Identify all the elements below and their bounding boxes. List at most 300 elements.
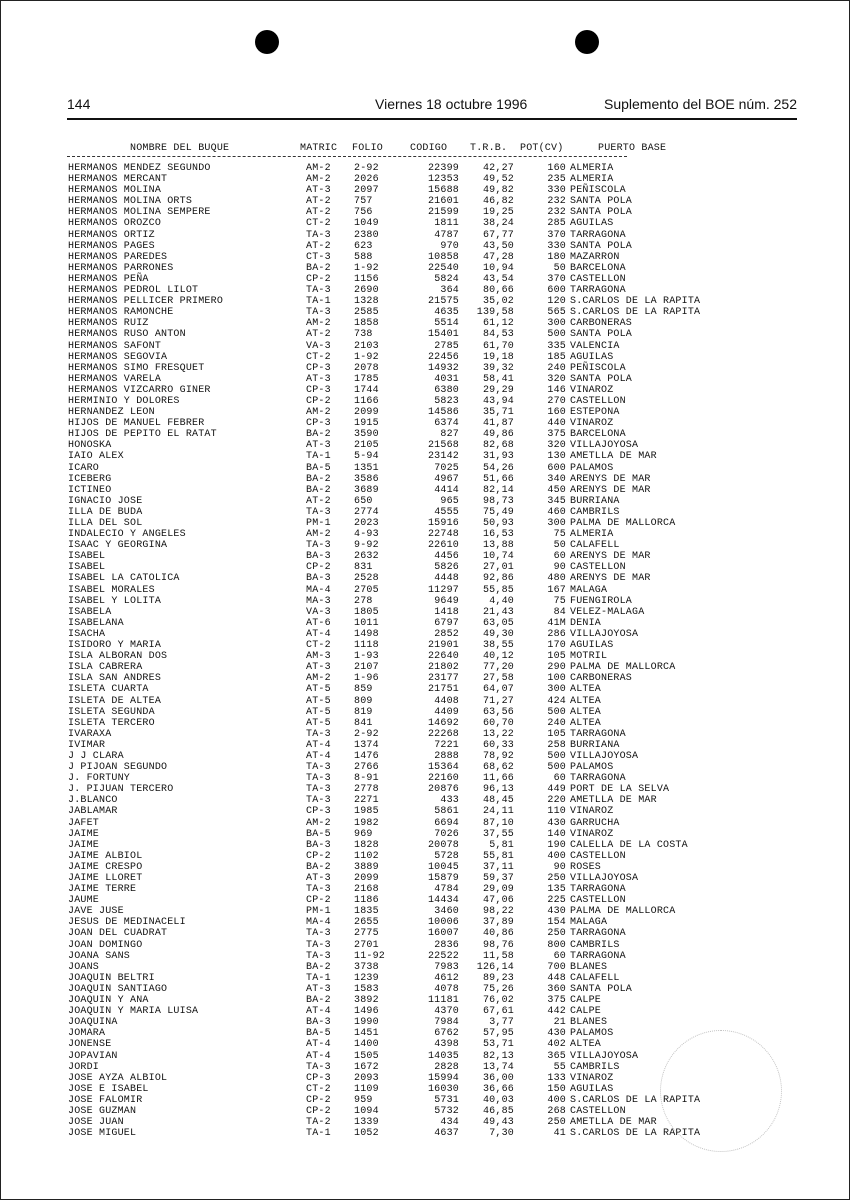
table-row (0, 551, 850, 562)
table-row (0, 285, 850, 296)
trb-cell: 53,71 (482, 1039, 514, 1051)
vessel-name-cell: J J CLARA (68, 750, 124, 762)
power-cv-cell: 146 (547, 384, 566, 396)
table-row (0, 751, 850, 762)
folio-cell: 1052 (354, 1128, 379, 1140)
table-row (0, 662, 850, 673)
vessel-name-cell: ISABELANA (68, 617, 124, 629)
table-row (0, 485, 850, 496)
home-port-cell: ALTEA (570, 717, 602, 729)
folio-cell: 1985 (354, 806, 379, 818)
trb-cell: 51,66 (482, 473, 514, 485)
home-port-cell: VINAROZ (570, 828, 614, 840)
matric-cell: CP-3 (306, 418, 331, 430)
code-cell: 22456 (427, 351, 459, 363)
matric-cell: CT-2 (306, 351, 331, 363)
home-port-cell: VALENCIA (570, 340, 620, 352)
home-port-cell: TARRAGONA (570, 928, 626, 940)
vessel-name-cell: JOANA SANS (68, 950, 131, 962)
code-cell: 21599 (427, 207, 459, 219)
power-cv-cell: 500 (547, 329, 566, 341)
trb-cell: 58,41 (482, 373, 514, 385)
table-row (0, 673, 850, 684)
table-header (0, 140, 850, 156)
trb-cell: 61,70 (482, 340, 514, 352)
home-port-cell: TARRAGONA (570, 285, 626, 297)
power-cv-cell: 154 (547, 917, 566, 929)
vessel-name-cell: HERMANOS SIMO FRESQUET (68, 362, 205, 374)
table-row (0, 928, 850, 939)
table-row (0, 962, 850, 973)
table-row (0, 862, 850, 873)
home-port-cell: VILLAJOYOSA (570, 628, 639, 640)
power-cv-cell: 600 (547, 285, 566, 297)
home-port-cell: PEÑISCOLA (570, 185, 626, 197)
vessel-name-cell: ICARO (68, 462, 100, 474)
vessel-name-cell: ISABEL Y LOLITA (68, 595, 162, 607)
code-cell: 2828 (434, 1061, 459, 1073)
matric-cell: AM-2 (306, 673, 331, 685)
home-port-cell: BARCELONA (570, 429, 626, 441)
folio-cell: 859 (354, 684, 373, 696)
power-cv-cell: 75 (553, 529, 566, 541)
code-cell: 15364 (427, 762, 459, 774)
power-cv-cell: 375 (547, 995, 566, 1007)
home-port-cell: CALPE (570, 1006, 602, 1018)
vessel-name-cell: JAIME (68, 828, 100, 840)
folio-cell: 819 (354, 706, 373, 718)
folio-cell: 1166 (354, 395, 379, 407)
code-cell: 4398 (434, 1039, 459, 1051)
trb-cell: 96,13 (482, 784, 514, 796)
power-cv-cell: 340 (547, 473, 566, 485)
power-cv-cell: 21 (553, 1017, 566, 1029)
trb-cell: 60,33 (482, 739, 514, 751)
trb-cell: 27,58 (482, 673, 514, 685)
trb-cell: 49,86 (482, 429, 514, 441)
table-row (0, 607, 850, 618)
vessel-name-cell: HERMANOS PAREDES (68, 251, 168, 263)
matric-cell: TA-1 (306, 972, 331, 984)
matric-cell: TA-3 (306, 540, 331, 552)
power-cv-cell: 140 (547, 828, 566, 840)
matric-cell: CP-2 (306, 850, 331, 862)
vessel-name-cell: HIJOS DE PEPITO EL RATAT (68, 429, 217, 441)
code-cell: 23142 (427, 451, 459, 463)
power-cv-cell: 500 (547, 762, 566, 774)
matric-cell: AT-2 (306, 196, 331, 208)
home-port-cell: DENIA (570, 617, 602, 629)
table-row (0, 1006, 850, 1017)
matric-cell: AT-3 (306, 983, 331, 995)
power-cv-cell: 800 (547, 939, 566, 951)
trb-cell: 13,74 (482, 1061, 514, 1073)
code-cell: 21751 (427, 684, 459, 696)
folio-cell: 757 (354, 196, 373, 208)
trb-cell: 67,77 (482, 229, 514, 241)
table-row (0, 707, 850, 718)
folio-cell: 959 (354, 1094, 373, 1106)
code-cell: 11181 (427, 995, 459, 1007)
home-port-cell: TARRAGONA (570, 773, 626, 785)
vessel-name-cell: JOSE MIGUEL (68, 1128, 137, 1140)
power-cv-cell: 235 (547, 174, 566, 186)
matric-cell: BA-3 (306, 839, 331, 851)
matric-cell: CP-2 (306, 395, 331, 407)
power-cv-cell: 430 (547, 906, 566, 918)
matric-cell: AT-4 (306, 1006, 331, 1018)
home-port-cell: CAMBRILS (570, 506, 620, 518)
home-port-cell: ARENYS DE MAR (570, 573, 651, 585)
home-port-cell: MALAGA (570, 584, 608, 596)
home-port-cell: MAZARRON (570, 251, 620, 263)
trb-cell: 10,94 (482, 262, 514, 274)
matric-cell: TA-1 (306, 451, 331, 463)
folio-cell: 278 (354, 595, 373, 607)
trb-cell: 36,00 (482, 1072, 514, 1084)
code-cell: 5732 (434, 1105, 459, 1117)
home-port-cell: CALAFELL (570, 972, 620, 984)
home-port-cell: CASTELLON (570, 850, 626, 862)
folio-cell: 3590 (354, 429, 379, 441)
vessel-name-cell: HERMANOS RUIZ (68, 318, 149, 330)
power-cv-cell: 75 (553, 595, 566, 607)
power-cv-cell: 100 (547, 673, 566, 685)
matric-cell: TA-3 (306, 229, 331, 241)
vessel-name-cell: INDALECIO Y ANGELES (68, 529, 186, 541)
code-cell: 21568 (427, 440, 459, 452)
matric-cell: MA-4 (306, 917, 331, 929)
matric-cell: CP-3 (306, 806, 331, 818)
page-number: 144 (67, 96, 91, 112)
code-cell: 23177 (427, 673, 459, 685)
matric-cell: TA-3 (306, 506, 331, 518)
trb-cell: 19,25 (482, 207, 514, 219)
trb-cell: 27,01 (482, 562, 514, 574)
column-header-name: NOMBRE DEL BUQUE (130, 143, 230, 154)
vessel-name-cell: JOAQUIN Y ANA (68, 995, 149, 1007)
vessel-name-cell: ISLA CABRERA (68, 662, 143, 674)
table-row (0, 806, 850, 817)
code-cell: 7984 (434, 1017, 459, 1029)
power-cv-cell: 135 (547, 884, 566, 896)
matric-cell: MA-4 (306, 584, 331, 596)
code-cell: 7025 (434, 462, 459, 474)
matric-cell: BA-2 (306, 473, 331, 485)
folio-cell: 2632 (354, 551, 379, 563)
table-row (0, 518, 850, 529)
home-port-cell: AMETLLA DE MAR (570, 795, 657, 807)
code-cell: 4784 (434, 884, 459, 896)
folio-cell: 1049 (354, 218, 379, 230)
power-cv-cell: 232 (547, 196, 566, 208)
vessel-name-cell: IVIMAR (68, 739, 106, 751)
table-row (0, 573, 850, 584)
code-cell: 364 (440, 285, 459, 297)
vessel-name-cell: ISLETA SEGUNDA (68, 706, 155, 718)
home-port-cell: SANTA POLA (570, 983, 633, 995)
vessel-name-cell: ISABEL LA CATOLICA (68, 573, 180, 585)
matric-cell: BA-3 (306, 551, 331, 563)
matric-cell: PM-1 (306, 518, 331, 529)
home-port-cell: CARBONERAS (570, 318, 633, 330)
trb-cell: 71,27 (482, 695, 514, 707)
home-port-cell: AGUILAS (570, 218, 614, 230)
table-row (0, 263, 850, 274)
trb-cell: 43,50 (482, 240, 514, 252)
page-header (67, 96, 797, 116)
power-cv-cell: 375 (547, 429, 566, 441)
trb-cell: 7,30 (489, 1128, 514, 1140)
folio-cell: 1785 (354, 373, 379, 385)
power-cv-cell: 345 (547, 495, 566, 507)
table-row (0, 762, 850, 773)
code-cell: 5731 (434, 1094, 459, 1106)
power-cv-cell: 225 (547, 895, 566, 907)
folio-cell: 2093 (354, 1072, 379, 1084)
trb-cell: 126,14 (476, 961, 514, 973)
code-cell: 15879 (427, 873, 459, 884)
table-row (0, 252, 850, 263)
table-row (0, 917, 850, 928)
vessel-name-cell: ISIDORO Y MARIA (68, 640, 162, 652)
vessel-name-cell: HERMANOS MOLINA (68, 185, 162, 197)
folio-cell: 2-92 (354, 163, 379, 174)
table-row (0, 873, 850, 884)
home-port-cell: PALMA DE MALLORCA (570, 906, 676, 918)
code-cell: 22610 (427, 540, 459, 552)
matric-cell: AT-3 (306, 662, 331, 674)
folio-cell: 11-92 (354, 950, 386, 962)
folio-cell: 738 (354, 329, 373, 341)
table-row (0, 973, 850, 984)
matric-cell: CT-2 (306, 640, 331, 652)
code-cell: 2852 (434, 628, 459, 640)
power-cv-cell: 424 (547, 695, 566, 707)
trb-cell: 55,85 (482, 584, 514, 596)
trb-cell: 77,20 (482, 662, 514, 674)
vessel-name-cell: ISABEL MORALES (68, 584, 155, 596)
vessel-name-cell: HERMANOS RAMONCHE (68, 307, 174, 319)
table-row (0, 906, 850, 917)
publication-title: Suplemento del BOE núm. 252 (603, 96, 797, 112)
folio-cell: 2528 (354, 573, 379, 585)
vessel-name-cell: JORDI (68, 1061, 100, 1073)
home-port-cell: S.CARLOS DE LA RAPITA (570, 307, 701, 319)
home-port-cell: TARRAGONA (570, 884, 626, 896)
table-row (0, 163, 850, 174)
matric-cell: AT-5 (306, 684, 331, 696)
power-cv-cell: 330 (547, 185, 566, 197)
folio-cell: 1339 (354, 1117, 379, 1129)
code-cell: 6374 (434, 418, 459, 430)
vessel-name-cell: JESUS DE MEDINACELI (68, 917, 186, 929)
matric-cell: AM-2 (306, 163, 331, 174)
code-cell: 6694 (434, 817, 459, 829)
matric-cell: AT-4 (306, 628, 331, 640)
vessel-name-cell: HERMANOS ORTIZ (68, 229, 155, 241)
table-row (0, 818, 850, 829)
trb-cell: 61,12 (482, 318, 514, 330)
trb-cell: 46,85 (482, 1105, 514, 1117)
home-port-cell: SANTA POLA (570, 240, 633, 252)
folio-cell: 2690 (354, 285, 379, 297)
trb-cell: 49,82 (482, 185, 514, 197)
folio-cell: 2026 (354, 174, 379, 186)
table-row (0, 341, 850, 352)
trb-cell: 37,11 (482, 861, 514, 873)
home-port-cell: TARRAGONA (570, 229, 626, 241)
home-port-cell: VINAROZ (570, 1072, 614, 1084)
table-row (0, 463, 850, 474)
vessel-name-cell: JABLAMAR (68, 806, 118, 818)
home-port-cell: CASTELLON (570, 273, 626, 285)
code-cell: 7983 (434, 961, 459, 973)
code-cell: 22748 (427, 529, 459, 541)
trb-cell: 49,30 (482, 628, 514, 640)
code-cell: 1418 (434, 606, 459, 618)
power-cv-cell: 50 (553, 262, 566, 274)
trb-cell: 60,70 (482, 717, 514, 729)
power-cv-cell: 60 (553, 950, 566, 962)
power-cv-cell: 290 (547, 662, 566, 674)
code-cell: 2888 (434, 750, 459, 762)
vessel-name-cell: IGNACIO JOSE (68, 495, 143, 507)
power-cv-cell: 320 (547, 440, 566, 452)
vessel-name-cell: JAUME (68, 895, 100, 907)
trb-cell: 37,89 (482, 917, 514, 929)
vessel-name-cell: JOSE AYZA ALBIOL (68, 1072, 168, 1084)
vessel-name-cell: ILLA DE BUDA (68, 506, 143, 518)
folio-cell: 3689 (354, 484, 379, 496)
folio-cell: 2168 (354, 884, 379, 896)
vessel-name-cell: HERMANOS VIZCARRO GINER (68, 384, 211, 396)
vessel-name-cell: HERMANOS MOLINA SEMPERE (68, 207, 211, 219)
vessel-name-cell: JONENSE (68, 1039, 112, 1051)
home-port-cell: ALMERIA (570, 174, 614, 186)
folio-cell: 1239 (354, 972, 379, 984)
folio-cell: 1982 (354, 817, 379, 829)
folio-cell: 969 (354, 828, 373, 840)
folio-cell: 1805 (354, 606, 379, 618)
power-cv-cell: 448 (547, 972, 566, 984)
trb-cell: 80,66 (482, 285, 514, 297)
trb-cell: 57,95 (482, 1028, 514, 1040)
trb-cell: 40,03 (482, 1094, 514, 1106)
trb-cell: 78,92 (482, 750, 514, 762)
table-row (0, 895, 850, 906)
folio-cell: 2105 (354, 440, 379, 452)
code-cell: 4456 (434, 551, 459, 563)
folio-cell: 623 (354, 240, 373, 252)
table-row (0, 684, 850, 695)
home-port-cell: CALELLA DE LA COSTA (570, 839, 688, 851)
column-header-folio: FOLIO (352, 143, 384, 154)
vessel-name-cell: ICEBERG (68, 473, 112, 485)
folio-cell: 1583 (354, 983, 379, 995)
trb-cell: 63,05 (482, 617, 514, 629)
power-cv-cell: 55 (553, 1061, 566, 1073)
home-port-cell: MOTRIL (570, 651, 608, 663)
table-row (0, 318, 850, 329)
vessel-name-cell: JOAQUIN SANTIAGO (68, 983, 168, 995)
matric-cell: AT-4 (306, 750, 331, 762)
power-cv-cell: 400 (547, 1094, 566, 1106)
code-cell: 5826 (434, 562, 459, 574)
home-port-cell: ARENYS DE MAR (570, 484, 651, 496)
folio-cell: 2775 (354, 928, 379, 940)
home-port-cell: AGUILAS (570, 640, 614, 652)
power-cv-cell: 430 (547, 1028, 566, 1040)
trb-cell: 11,58 (482, 950, 514, 962)
trb-cell: 68,62 (482, 762, 514, 774)
vessel-name-cell: JOSE FALOMIR (68, 1094, 143, 1106)
code-cell: 22540 (427, 262, 459, 274)
matric-cell: VA-3 (306, 606, 331, 618)
matric-cell: TA-3 (306, 939, 331, 951)
matric-cell: CP-3 (306, 362, 331, 374)
vessel-name-cell: JOSE GUZMAN (68, 1105, 137, 1117)
code-cell: 965 (440, 495, 459, 507)
trb-cell: 84,53 (482, 329, 514, 341)
vessel-name-cell: HERMANOS SAFONT (68, 340, 162, 352)
vessel-name-cell: ISABEL (68, 562, 106, 574)
folio-cell: 1498 (354, 628, 379, 640)
matric-cell: CP-2 (306, 895, 331, 907)
header-rule (67, 118, 797, 120)
power-cv-cell: 190 (547, 839, 566, 851)
table-body (0, 163, 850, 1139)
table-row (0, 230, 850, 241)
power-cv-cell: 440 (547, 418, 566, 430)
folio-cell: 3889 (354, 861, 379, 873)
home-port-cell: BURRIANA (570, 495, 620, 507)
power-cv-cell: 270 (547, 395, 566, 407)
home-port-cell: MALAGA (570, 917, 608, 929)
table-row (0, 196, 850, 207)
folio-cell: 1990 (354, 1017, 379, 1029)
power-cv-cell: 150 (547, 1083, 566, 1095)
matric-cell: AT-4 (306, 1050, 331, 1062)
table-row (0, 773, 850, 784)
trb-cell: 82,68 (482, 440, 514, 452)
home-port-cell: CASTELLON (570, 395, 626, 407)
vessel-name-cell: JAIME ALBIOL (68, 850, 143, 862)
trb-cell: 98,22 (482, 906, 514, 918)
vessel-name-cell: J. FORTUNY (68, 773, 131, 785)
power-cv-cell: 41M (547, 617, 566, 629)
power-cv-cell: 300 (547, 518, 566, 529)
code-cell: 433 (440, 795, 459, 807)
code-cell: 4448 (434, 573, 459, 585)
vessel-name-cell: ILLA DEL SOL (68, 518, 143, 529)
vessel-name-cell: HIJOS DE MANUEL FEBRER (68, 418, 205, 430)
power-cv-cell: 232 (547, 207, 566, 219)
folio-cell: 1011 (354, 617, 379, 629)
trb-cell: 82,14 (482, 484, 514, 496)
table-row (0, 451, 850, 462)
power-cv-cell: 185 (547, 351, 566, 363)
power-cv-cell: 286 (547, 628, 566, 640)
column-header-code: CODIGO (410, 143, 448, 154)
vessel-name-cell: JOAN DEL CUADRAT (68, 928, 168, 940)
trb-cell: 4,40 (489, 595, 514, 607)
matric-cell: TA-3 (306, 285, 331, 297)
table-row (0, 1017, 850, 1028)
matric-cell: TA-3 (306, 773, 331, 785)
vessel-name-cell: IVARAXA (68, 728, 112, 740)
matric-cell: AM-2 (306, 407, 331, 419)
